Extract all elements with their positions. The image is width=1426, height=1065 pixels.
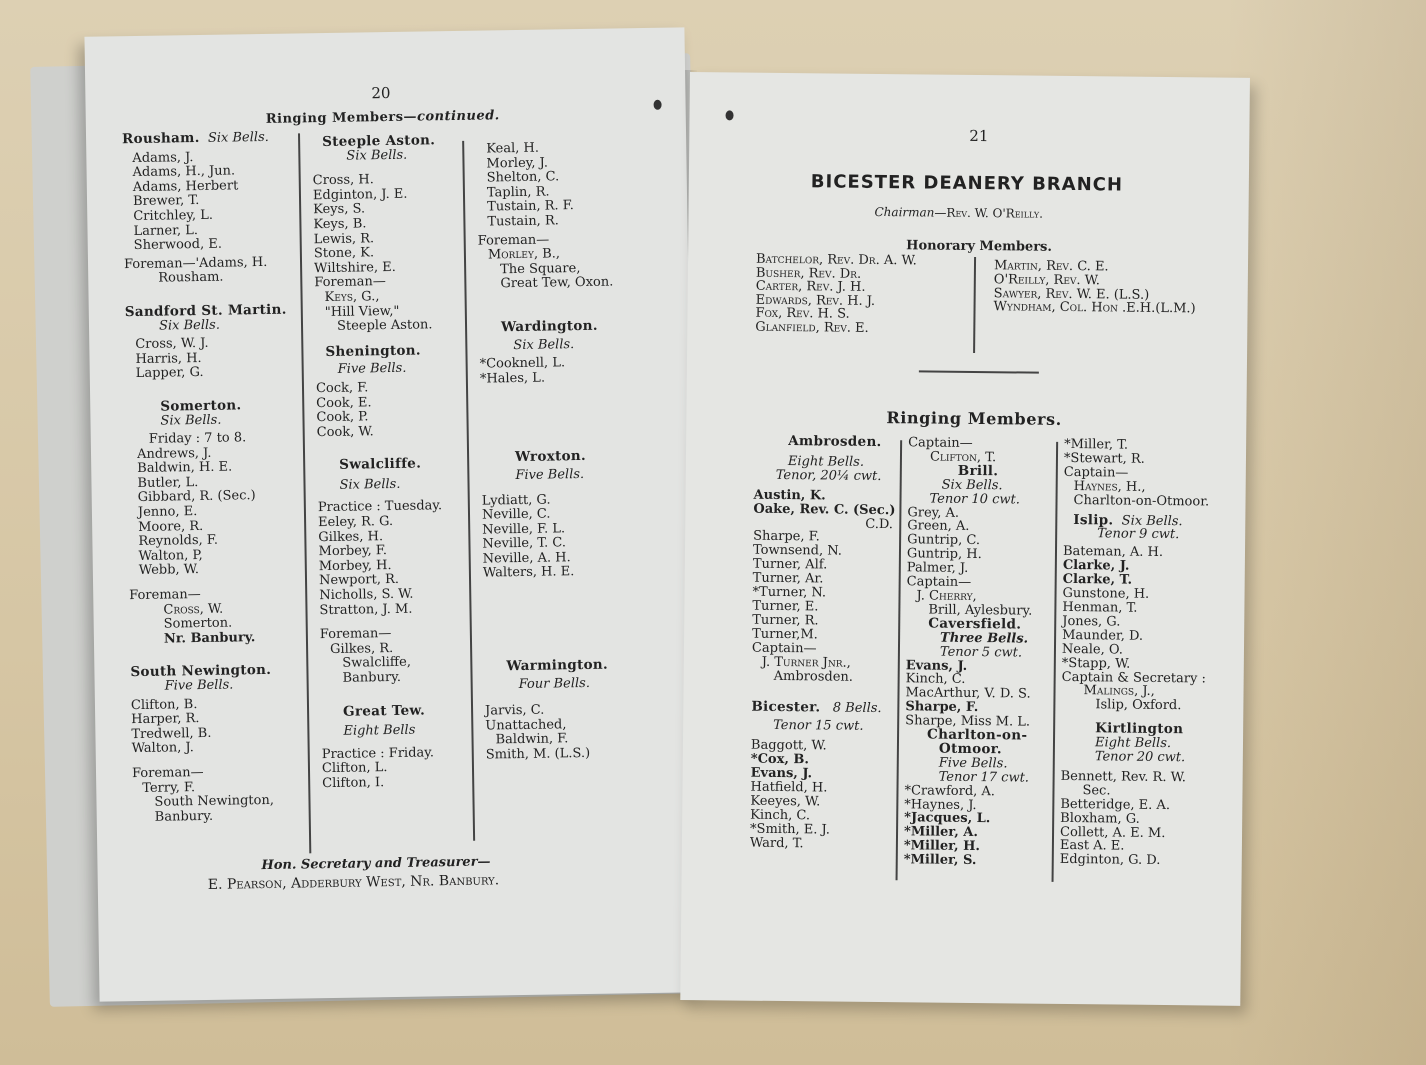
member: Lydiatt, G. bbox=[481, 492, 551, 509]
member-list-swalcliffe bbox=[318, 514, 480, 619]
foreman-addr-steeple-1: "Hill View," bbox=[324, 303, 400, 320]
tenor-caversfield: Tenor 5 cwt. bbox=[939, 644, 1023, 661]
foreman-swalcliffe: Gilkes, R. bbox=[329, 640, 394, 657]
member: Unattached, bbox=[485, 717, 567, 734]
page-number-left: 20 bbox=[371, 83, 391, 103]
captain-addr-ambrosden: Ambrosden. bbox=[773, 668, 854, 685]
binding-hole bbox=[654, 100, 662, 110]
member: Austin, K. bbox=[753, 487, 826, 504]
member: *Turner, N. bbox=[752, 584, 827, 601]
bells-swalcliffe: Six Bells. bbox=[339, 476, 401, 493]
member: Betteridge, E. A. bbox=[1060, 796, 1171, 813]
member: *Cox, B. bbox=[750, 751, 810, 768]
foreman-addr-south-newington-1: South Newington, bbox=[154, 793, 275, 810]
member: Moore, R. bbox=[138, 518, 204, 535]
member: Neville, F. L. bbox=[482, 520, 566, 538]
foreman-label-great-tew: Foreman— bbox=[477, 232, 550, 249]
foreman-addr-swalcliffe-2: Banbury. bbox=[342, 669, 402, 686]
member: Cross, W. J. bbox=[135, 335, 209, 353]
foreman-addr-great-tew-2: Great Tew, Oxon. bbox=[500, 274, 614, 292]
member: Palmer, J. bbox=[906, 560, 969, 577]
member: Sec. bbox=[1082, 782, 1111, 799]
member: Eeley, R. G. bbox=[318, 514, 394, 531]
member: Adams, Herbert bbox=[132, 178, 239, 195]
member: Keal, H. bbox=[486, 140, 540, 157]
practice-somerton: Friday : 7 to 8. bbox=[148, 430, 247, 447]
member: Cook, P. bbox=[316, 409, 369, 426]
foreman-addr-great-tew-1: The Square, bbox=[500, 260, 581, 278]
honorary-heading: Honorary Members. bbox=[906, 238, 1053, 255]
member: Turner,M. bbox=[752, 626, 818, 643]
member: *Miller, H. bbox=[903, 838, 981, 855]
tenor-ambrosden: Tenor, 20¼ cwt. bbox=[775, 467, 882, 484]
bells-charlton: Five Bells. bbox=[938, 755, 1008, 772]
bells-wardington: Six Bells. bbox=[513, 336, 575, 353]
right-column-1 bbox=[750, 435, 904, 852]
left-column-1 bbox=[122, 129, 313, 825]
member: Wiltshire, E. bbox=[314, 259, 396, 276]
foreman-great-tew: Morley, B., bbox=[487, 246, 561, 263]
member: Jenno, E. bbox=[137, 504, 198, 521]
foreman-addr-swalcliffe-1: Swalcliffe, bbox=[342, 655, 412, 672]
member: Hatfield, H. bbox=[750, 779, 828, 796]
foreman-addr-somerton-2: Nr. Banbury. bbox=[163, 629, 256, 647]
member-list-south-newington bbox=[131, 696, 312, 757]
member: Andrews, J. bbox=[136, 445, 212, 462]
member: Morbey, H. bbox=[318, 557, 392, 574]
place-swalcliffe: Swalcliffe. bbox=[339, 455, 422, 474]
foreman-somerton: Cross, W. bbox=[163, 601, 224, 618]
member: Clifton, L. bbox=[321, 760, 388, 777]
place-shenington: Shenington. bbox=[325, 342, 421, 360]
chairman-label: Chairman bbox=[874, 204, 935, 220]
honorary-member: Fox, Rev. H. S. bbox=[755, 306, 850, 323]
member-list-ambrosden bbox=[752, 530, 903, 643]
member: Townsend, N. bbox=[752, 543, 843, 559]
member-list-somerton bbox=[127, 445, 309, 579]
captain-bicester: Clifton, T. bbox=[929, 449, 997, 466]
right-column-2 bbox=[904, 436, 1059, 869]
member: Grey, A. bbox=[907, 504, 960, 521]
member: Maunder, D. bbox=[1062, 627, 1144, 644]
place-wroxton: Wroxton. bbox=[514, 448, 587, 466]
left-column-2 bbox=[312, 133, 482, 792]
member: Keys, S. bbox=[313, 201, 366, 218]
member: *Haynes, J. bbox=[904, 796, 977, 813]
member: Green, A. bbox=[907, 518, 970, 535]
member: *Cooknell, L. bbox=[479, 355, 566, 372]
member: Gunstone, H. bbox=[1062, 585, 1150, 602]
member-list-shenington bbox=[316, 380, 477, 441]
member: Sharpe, F. bbox=[905, 699, 979, 716]
captain-ambrosden: J. Turner Jnr., bbox=[761, 654, 851, 671]
captain-label-bicester: Captain— bbox=[908, 435, 973, 451]
member: Tustain, R. bbox=[487, 213, 559, 230]
member: Butler, L. bbox=[137, 474, 199, 491]
captain-addr-brill: Brill, Aylesbury. bbox=[928, 602, 1033, 619]
member: Cock, F. bbox=[315, 380, 369, 397]
member: Neville, T. C. bbox=[482, 535, 567, 552]
captain-addr-islip: Islip, Oxford. bbox=[1095, 697, 1182, 714]
member: Walton, J. bbox=[131, 740, 194, 757]
member-list-bicester bbox=[750, 739, 901, 852]
member: Clarke, T. bbox=[1062, 572, 1133, 588]
member: Turner, E. bbox=[752, 598, 819, 615]
member: *Miller, T. bbox=[1064, 436, 1129, 453]
member: Turner, R. bbox=[752, 612, 819, 629]
member-list-sandford bbox=[125, 335, 306, 382]
bells-warmington: Four Bells. bbox=[518, 675, 591, 692]
member: Gilkes, H. bbox=[318, 528, 384, 545]
member: Reynolds, F. bbox=[138, 532, 219, 550]
member: *Jacques, L. bbox=[904, 810, 991, 827]
member: Evans, J. bbox=[750, 765, 813, 782]
place-charlton-2: Otmoor. bbox=[938, 740, 1002, 758]
member: Clifton, B. bbox=[130, 696, 198, 713]
page-number-right: 21 bbox=[969, 126, 989, 146]
member: Lapper, G. bbox=[135, 365, 204, 382]
member: *Stapp, W. bbox=[1061, 655, 1131, 672]
member: Adams, J. bbox=[132, 149, 194, 166]
member: Shelton, C. bbox=[486, 169, 560, 186]
member: Henman, T. bbox=[1062, 599, 1138, 616]
foreman-rousham: Foreman—'Adams, H. bbox=[123, 254, 268, 272]
member: Gibbard, R. (Sec.) bbox=[137, 488, 256, 506]
bells-bicester: 8 Bells. bbox=[832, 700, 882, 717]
member: Cook, E. bbox=[316, 394, 372, 411]
tenor-brill: Tenor 10 cwt. bbox=[929, 491, 1020, 508]
member: Kinch, C. bbox=[750, 807, 811, 824]
member: *Miller, A. bbox=[903, 824, 978, 841]
footer-label: Hon. Secretary and Treasurer— bbox=[261, 854, 491, 874]
member: Lewis, R. bbox=[313, 230, 375, 247]
member: *Smith, E. J. bbox=[749, 821, 830, 838]
bells-south-newington: Five Bells. bbox=[164, 677, 234, 694]
member: Guntrip, H. bbox=[906, 546, 982, 563]
member: *Miller, S. bbox=[903, 852, 977, 869]
captain-islip: Malings, J., bbox=[1083, 683, 1155, 700]
practice-great-tew: Practice : Friday. bbox=[321, 745, 435, 762]
ringing-heading: Ringing Members. bbox=[886, 408, 1062, 429]
honorary-member: Edwards, Rev. H. J. bbox=[755, 292, 876, 309]
member: Evans, J. bbox=[905, 657, 968, 674]
member: Edginton, G. D. bbox=[1059, 852, 1161, 869]
member: East A. E. bbox=[1059, 838, 1125, 855]
member: Sharpe, F. bbox=[753, 529, 820, 545]
member-list-kirtlington bbox=[1060, 770, 1231, 869]
bells-islip: Six Bells. bbox=[1121, 513, 1183, 529]
branch-title: BICESTER DEANERY BRANCH bbox=[810, 171, 1124, 196]
place-wardington: Wardington. bbox=[500, 317, 598, 336]
bells-wroxton: Five Bells. bbox=[515, 466, 585, 483]
member-list-great-tew-cont bbox=[476, 140, 667, 231]
member: Ward, T. bbox=[749, 835, 804, 851]
member: Neville, C. bbox=[481, 506, 551, 523]
divider-rule bbox=[919, 370, 1039, 373]
bells-shenington: Five Bells. bbox=[337, 361, 407, 378]
member: Collett, A. E. M. bbox=[1059, 824, 1166, 841]
place-islip: Islip. bbox=[1073, 511, 1114, 528]
member: Cook, W. bbox=[316, 423, 374, 440]
place-warmington: Warmington. bbox=[506, 656, 609, 675]
member: *Stewart, R. bbox=[1063, 450, 1145, 467]
captain-charlton: Haynes, H., bbox=[1073, 478, 1146, 495]
bells-brill: Six Bells. bbox=[941, 477, 1003, 494]
tenor-charlton: Tenor 17 cwt. bbox=[938, 769, 1030, 786]
place-great-tew: Great Tew. bbox=[342, 702, 426, 720]
member: Edginton, J. E. bbox=[312, 186, 408, 203]
member: Adams, H., Jun. bbox=[132, 163, 236, 181]
place-sandford: Sandford St. Martin. bbox=[124, 301, 287, 321]
tenor-islip: Tenor 9 cwt. bbox=[1097, 526, 1180, 543]
honorary-member: Martin, Rev. C. E. bbox=[993, 258, 1109, 275]
place-somerton: Somerton. bbox=[160, 397, 242, 415]
member: MacArthur, V. D. S. bbox=[905, 685, 1031, 702]
honorary-member: Carter, Rev. J. H. bbox=[755, 278, 866, 296]
member: Newport, R. bbox=[318, 572, 400, 589]
honorary-member: Batchelor, Rev. Dr. A. W. bbox=[755, 251, 917, 269]
member: Critchley, L. bbox=[133, 207, 214, 224]
member: Harris, H. bbox=[135, 350, 202, 367]
member: Nicholls, S. W. bbox=[319, 586, 414, 604]
member: Sharpe, Miss M. L. bbox=[905, 713, 1031, 730]
foreman-place-rousham: Rousham. bbox=[158, 269, 224, 286]
member-list-islip bbox=[1062, 545, 1233, 672]
foreman-south-newington: Terry, F. bbox=[142, 779, 196, 796]
bells-steeple-aston: Six Bells. bbox=[346, 147, 408, 164]
member: Morley, J. bbox=[486, 155, 549, 172]
bells-great-tew: Eight Bells bbox=[343, 722, 416, 739]
member: Walters, H. E. bbox=[482, 564, 575, 582]
practice-swalcliffe: Practice : Tuesday. bbox=[317, 498, 443, 516]
member-list-warmington bbox=[485, 702, 676, 763]
member: Clarke, J. bbox=[1062, 558, 1130, 574]
member-list-steeple-aston bbox=[313, 172, 475, 277]
member: Sherwood, E. bbox=[133, 236, 223, 254]
place-rousham: Rousham. bbox=[121, 129, 200, 148]
foreman-addr-somerton-1: Somerton. bbox=[163, 615, 233, 632]
captain-label-charlton: Captain— bbox=[1063, 464, 1129, 481]
member-list-rousham bbox=[122, 149, 304, 254]
bells-somerton: Six Bells. bbox=[160, 412, 222, 429]
captain-brill: J. Cherry, bbox=[916, 588, 977, 604]
member: *Hales, L. bbox=[479, 370, 546, 387]
bells-kirtlington: Eight Bells. bbox=[1094, 735, 1172, 752]
member: Jones, G. bbox=[1062, 613, 1121, 630]
member: Smith, M. (L.S.) bbox=[485, 745, 591, 763]
member-list-caversfield bbox=[905, 659, 1056, 730]
member: Tredwell, B. bbox=[131, 725, 212, 742]
honorary-left-list bbox=[755, 253, 976, 337]
bells-caversfield: Three Bells. bbox=[940, 630, 1029, 647]
member: Baggott, W. bbox=[750, 737, 827, 754]
foreman-steeple: Keys, G., bbox=[324, 289, 380, 305]
chairman-line bbox=[874, 205, 1043, 221]
captain-label-brill: Captain— bbox=[906, 574, 972, 591]
member: Stone, K. bbox=[313, 245, 375, 262]
place-bicester: Bicester. bbox=[751, 699, 821, 716]
member: Webb, W. bbox=[138, 562, 200, 579]
chairman-name: —Rev. W. O'Reilly. bbox=[934, 205, 1044, 221]
honorary-member: Glanfield, Rev. E. bbox=[755, 319, 869, 336]
member-list-brill bbox=[907, 506, 1058, 577]
left-column-3 bbox=[476, 140, 676, 764]
running-head bbox=[266, 108, 500, 127]
bells-rousham: Six Bells. bbox=[207, 129, 269, 146]
member-list-wroxton bbox=[482, 491, 673, 582]
running-head-cont: continued. bbox=[416, 108, 500, 125]
foreman-label-steeple: Foreman— bbox=[314, 274, 386, 291]
member: Neale, O. bbox=[1061, 641, 1124, 658]
member: Stratton, J. M. bbox=[319, 601, 413, 618]
place-kirtlington: Kirtlington bbox=[1095, 720, 1184, 738]
honorary-member: Sawyer, Rev. W. E. (L.S.) bbox=[993, 285, 1150, 303]
binding-hole bbox=[725, 110, 733, 120]
member: Bennett, Rev. R. W. bbox=[1060, 768, 1186, 786]
table-shadow bbox=[1226, 0, 1426, 1065]
member: Kinch, C. bbox=[905, 671, 966, 688]
member: Jarvis, C. bbox=[484, 702, 545, 719]
member: Clifton, I. bbox=[322, 775, 385, 792]
member-list-charlton bbox=[904, 784, 1055, 869]
member: Morbey, F. bbox=[318, 543, 388, 560]
right-page bbox=[680, 72, 1250, 1006]
member: Baldwin, F. bbox=[495, 731, 569, 748]
honorary-right-list bbox=[993, 259, 1234, 317]
place-south-newington: South Newington. bbox=[130, 662, 272, 681]
member: Larner, L. bbox=[133, 222, 199, 239]
tenor-bicester: Tenor 15 cwt. bbox=[773, 718, 864, 735]
footer-name: E. Pearson, Adderbury West, Nr. Banbury. bbox=[207, 872, 500, 893]
member-list-ambrosden-bold bbox=[753, 488, 903, 517]
place-brill: Brill. bbox=[957, 462, 999, 480]
honorary-member: Busher, Rev. Dr. bbox=[755, 265, 862, 282]
member: Guntrip, C. bbox=[907, 532, 981, 549]
member: Turner, Ar. bbox=[752, 570, 824, 587]
place-charlton-1: Charlton-on- bbox=[926, 726, 1028, 744]
member: Baldwin, H. E. bbox=[137, 459, 233, 477]
member: Brewer, T. bbox=[132, 193, 200, 210]
foreman-label-somerton: Foreman— bbox=[129, 587, 201, 604]
member: Bloxham, G. bbox=[1060, 810, 1140, 827]
place-caversfield: Caversfield. bbox=[928, 615, 1022, 633]
member: Taplin, R. bbox=[486, 184, 550, 201]
place-steeple-aston: Steeple Aston. bbox=[322, 132, 436, 151]
member: *Crawford, A. bbox=[904, 782, 996, 799]
foreman-addr-south-newington-2: Banbury. bbox=[154, 808, 214, 825]
right-column-3 bbox=[1060, 438, 1234, 869]
honorary-member: Wyndham, Col. Hon .E.H.(L.M.) bbox=[993, 299, 1196, 317]
foreman-addr-steeple-2: Steeple Aston. bbox=[336, 317, 433, 334]
member-list-wardington bbox=[480, 355, 670, 387]
bells-sandford: Six Bells. bbox=[158, 317, 221, 334]
left-page bbox=[84, 27, 699, 1001]
member: Keeyes, W. bbox=[750, 793, 821, 810]
tenor-kirtlington: Tenor 20 cwt. bbox=[1094, 749, 1186, 766]
member: Tustain, R. F. bbox=[487, 198, 574, 215]
place-ambrosden: Ambrosden. bbox=[788, 433, 882, 451]
foreman-label-swalcliffe: Foreman— bbox=[319, 626, 392, 643]
member: Turner, Alf. bbox=[752, 556, 828, 573]
member: Harper, R. bbox=[131, 711, 200, 728]
captain-label-islip: Captain & Secretary : bbox=[1061, 669, 1206, 686]
member-note-cd: C.D. bbox=[865, 516, 894, 532]
member: Neville, A. H. bbox=[482, 550, 571, 567]
member: Walton, P, bbox=[138, 547, 203, 564]
captain-label-ambrosden: Captain— bbox=[751, 640, 817, 657]
member: Bateman, A. H. bbox=[1062, 544, 1164, 561]
member: Oake, Rev. C. (Sec.) bbox=[753, 501, 896, 518]
running-head-text: Ringing Members— bbox=[265, 109, 418, 127]
member: Keys, B. bbox=[313, 216, 367, 233]
member: Cross, H. bbox=[312, 172, 374, 189]
captain-addr-charlton: Charlton-on-Otmoor. bbox=[1073, 492, 1210, 510]
foreman-label-south-newington: Foreman— bbox=[131, 764, 204, 782]
bells-ambrosden: Eight Bells. bbox=[787, 453, 865, 470]
honorary-member: O'Reilly, Rev. W. bbox=[993, 271, 1100, 289]
